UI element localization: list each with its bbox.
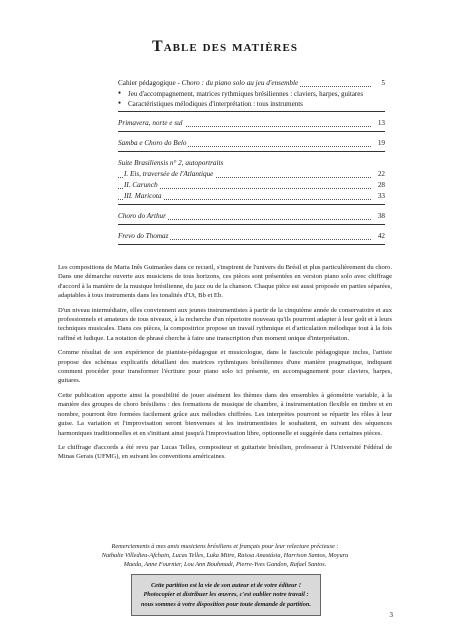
paragraph: Les compositions de Maria Inês Guimarães dans ce recueil, s'inspirent de l'univers du Brésil et plus particulièrement du choro. Dans une démarche ouverte aux musiciens de tous horizons, ces pièces sont présentées en version piano solo avec chiffrage d'accord à la manière de la musique brésilienne, du jazz ou de la chanson. Chaque pièce est aussi proposée en parties séparées, adaptables à tous instruments dans les tonalités d'Ut, Bb et Eb. xyxy=(58,264,392,300)
body-text xyxy=(58,263,392,467)
toc-page: 13 xyxy=(377,119,385,127)
toc-page: 28 xyxy=(377,181,385,189)
paragraph: Le chiffrage d'accords a été revu par Lucas Telles, compositeur et guitariste brésilien, professeur à l'Université Fédéral de Minas Gerais (UFMG), en suivant les conventions américaines. xyxy=(58,443,392,461)
toc-page: 5 xyxy=(381,79,385,87)
thanks-heading: Remerciements à mes amis musiciens brésiliens et français pour leur relecture précieuse : xyxy=(111,543,339,550)
toc-page: 33 xyxy=(377,192,385,200)
toc-label: Frevo do Thomaz xyxy=(118,232,169,240)
notice-line: Photocopier et distribuer les œuvres, c'est oublier notre travail : xyxy=(143,591,309,599)
toc-entry[interactable] xyxy=(118,169,385,180)
paragraph: Comme résultat de son expérience de pianiste-pédagogue et musicologue, dans le fascicule pédagogique inclus, l'artiste propose des schémas explicatifs détaillant des matrices rythmiques brésiliennes d'une manière pragmatique, indiquant comment procéder pour transformer l'écriture pour piano solo ici présente, en accompagnement pour claviers, harpes, guitares. xyxy=(58,349,392,385)
toc-page: 38 xyxy=(377,212,385,220)
toc-suite-title xyxy=(118,158,385,169)
thanks-names: Nathalie Villedieu-Afchain, Lucas Telles, Luka Mitre, Raissa Anastásia, Harrison Santos, Moyuru xyxy=(101,552,349,559)
paragraph: Cette publication apporte ainsi la possibilité de jouer aisément les thèmes dans des ensembles à géométrie variable, à la manière des groupes de choro brésiliens : des formations de musique de chambre, à instrumentation flexible en timbre et en nombre, pourront être formées facilement grâce aux mélodies chiffrées. Les interprètes pourront se répartir les rôles à leur guise. La variation et l'improvisation seront bienvenues si les instrumentistes le souhaitent, en suivant des séquences harmoniques traditionnelles et en s'initiant ainsi jusqu'à l'improvisation libre, optionnelle et suggérée dans certaines pièces. xyxy=(58,391,392,437)
toc-label: III. Maricota xyxy=(124,192,162,200)
divider xyxy=(118,244,385,245)
toc-label: Cahier pédagogique - xyxy=(118,79,182,87)
paragraph: D'un niveau intermédiaire, elles conviennent aux jeunes instrumentistes à partir de la cinquième année de conservatoire et aux professionnels et amateurs de tous niveaux, à la recherche d'un répertoire nouveau qu'ils pourront adapter à leur goût et à leurs techniques musicales. Dans ces pièces, la compositrice propose un travail rythmique et d'articulation mélodique tout à la fois raffiné et ludique. La notation de phrasé cherche à faire une transcription d'un moment unique d'interprétation. xyxy=(58,306,392,342)
toc-entry[interactable] xyxy=(118,180,385,191)
toc-entry[interactable] xyxy=(118,138,385,149)
toc-label: II. Caruncb xyxy=(124,181,158,189)
toc-bullet: ● Caractéristiques mélodiques d'interprétation : tous instruments xyxy=(118,99,385,109)
toc-entry[interactable] xyxy=(118,191,385,202)
page-title: Table des matières xyxy=(152,38,298,55)
toc-label: Primavera, norte e sul xyxy=(118,119,183,127)
toc-label-italic: Choro : du piano solo au jeu d'ensemble xyxy=(181,79,299,87)
toc-page: 22 xyxy=(377,170,385,178)
toc-page: 19 xyxy=(377,139,385,147)
toc-entry[interactable] xyxy=(118,231,385,242)
toc-label: I. Eis, traversée de l'Atlantique xyxy=(124,170,214,178)
toc-entry[interactable] xyxy=(118,118,385,129)
thanks-names: Maeda, Anne Fournier, Lou Ann Bouhmadi, Pierre-Yves Gandon, Rafael Santos. xyxy=(123,561,327,568)
table-of-contents xyxy=(118,78,385,245)
toc-entry-cahier[interactable] xyxy=(118,78,385,89)
acknowledgements xyxy=(58,542,392,569)
toc-page: 42 xyxy=(377,232,385,240)
toc-bullet: ● Jeu d'accompagnement, matrices rythmiques brésiliennes : claviers, harpes, guitares xyxy=(118,89,385,99)
toc-label: Suite Brasiliensis n° 2, autoportraits xyxy=(118,159,224,167)
page-number: 3 xyxy=(389,611,393,619)
notice-line: nous sommes à votre disposition pour toute demande de partition. xyxy=(140,600,312,608)
copyright-notice xyxy=(131,574,321,616)
toc-entry[interactable] xyxy=(118,211,385,222)
toc-label: Choro do Arthur xyxy=(118,212,166,220)
notice-line: Cette partition est la vie de son auteur et de votre éditeur ! xyxy=(150,582,302,590)
toc-label: Samba e Choro do Belo xyxy=(118,139,187,147)
